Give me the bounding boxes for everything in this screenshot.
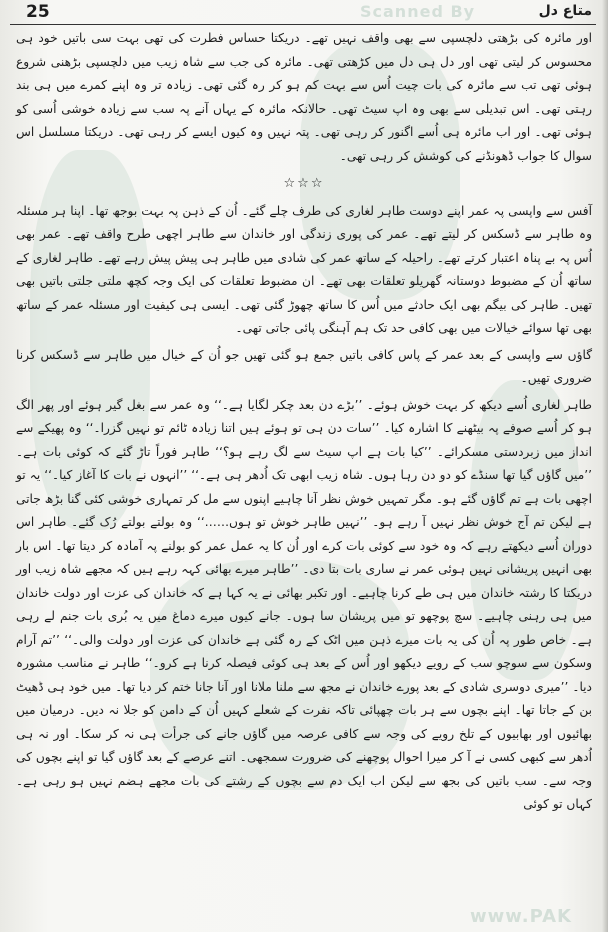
watermark-footer-text: www.PAK bbox=[470, 906, 572, 927]
page-content bbox=[16, 27, 592, 932]
page-edge-shadow bbox=[602, 0, 608, 932]
paragraph-1: اور مائرہ کی بڑھتی دلچسپی سے بھی واقف نہیں تھے۔ دریکتا حساس فطرت کی تھی بہت سی باتیں خود ہی محسوس کر لیتی تھی اور دل ہی دل میں کڑھتی تھی۔ مائرہ کی جب سے شاہ زیب میں دلچسپی بڑھنی شروع ہوئی تھی تب سے مائرہ کی بات چیت اُس سے بہت کم ہو کر رہ گئی تھی۔ زیادہ تر وہ اپنے کمرے میں ہی بند رہتی تھی۔ اس تبدیلی سے بھی وہ اپ سیٹ تھی۔ حالانکہ مائرہ کے یہاں آنے پہ سب سے زیادہ خوشی اُسی کو ہوئی تھی۔ اور اب مائرہ ہی اُسے اگنور کر رہی تھی۔ پتہ نہیں وہ کیوں ایسے کر رہی تھی۔ دریکتا مسلسل اس سوال کا جواب ڈھونڈنے کی کوشش کر رہی تھی۔ bbox=[16, 31, 592, 163]
page-number: 25 bbox=[26, 2, 50, 22]
header-divider bbox=[10, 24, 596, 25]
book-title: متاع دل bbox=[538, 3, 592, 19]
page-header bbox=[18, 2, 594, 24]
paragraph-4: طاہر لغاری اُسے دیکھ کر بہت خوش ہوئے۔ ’’بڑے دن بعد چکر لگایا ہے۔‘‘ وہ عمر سے بغل گیر ہوئے اور پھر الگ ہو کر اُسے صوفے پہ بیٹھنے کا اشارہ کیا۔ ’’سات دن ہی تو ہوئے ہیں اتنا زیادہ ٹائم تو نہیں گزرا۔‘‘ وہ پھیکے سے انداز میں زبردستی مسکرائے۔ ’’کیا بات ہے اپ سیٹ سے لگ رہے ہو؟‘‘ طاہر فوراً تاڑ گئے کہ کوئی بات ہے۔ ’’میں گاؤں گیا تھا سنڈے کو دو دن رہا ہوں۔ شاہ زیب ابھی تک اُدھر ہی ہے۔‘‘ ’’انہوں نے بات کا آغاز کیا۔‘‘ یہ تو اچھی بات ہے تم گاؤں گئے ہو۔ مگر تمہیں خوش نظر آنا چاہیے اپنوں سے مل کر تمہاری خوشی کئی گنا بڑھ جاتی ہے لیکن تم آج خوش نظر نہیں آ رہے ہو۔ ’’نہیں طاہر خوش تو ہوں……‘‘ وہ بولتے بولتے رُک گئے۔ طاہر اس دوران اُسے دیکھتے رہے کہ وہ خود سے کوئی بات کرے اور اُن کا یہ عمل عمر کو بولنے پہ آمادہ کر دیتا تھا۔ اس بار بھی انہیں پریشانی نہیں ہوئی عمر نے ساری بات بتا دی۔ ’’طاہر میرے بھائی کہہ رہے ہیں کہ مجھے شاہ زیب اور دریکتا کا رشتہ خاندان میں ہی طے کرنا چاہیے۔ اور تکبر بھائی نے یہ کہا ہے کہ خاندان کی عزت اور دولت خاندان میں ہی رہنی چاہیے۔ سچ پوچھو تو میں پریشان سا ہوں۔ جانے کیوں میرے دماغ میں یہ بُری بات جنم لے رہی ہے۔ خاص طور پہ اُن کی یہ بات میرے ذہن میں اٹک کے رہ گئی ہے خاندان کی عزت اور دولت والی۔‘‘ ’’تم آرام وسکون سے سوچو سب کے رویے دیکھو اور اُس کے بعد ہی کوئی فیصلہ کرنا ہے کرو۔‘‘ طاہر نے مناسب مشورہ دیا۔ ’’میری دوسری شادی کے بعد پورے خاندان نے مجھ سے ملنا ملانا اور آنا جانا ختم کر دیا تھا۔ میں خود ہی ڈھیٹ بن کے جاتا تھا۔ اپنے بچوں سے ہر بات چھپائی تاکہ نفرت کے شعلے کہیں اُن کے دامن کو جلا نہ دیں۔ درمیان میں بھائیوں اور بھابیوں کے تلخ رویے کی وجہ سے کافی عرصہ میں گاؤں جانے کی جرأت ہی نہ کر سکا۔ اور نہ ہی اُدھر سے کبھی کسی نے آ کر میرا احوال پوچھنے کی ضرورت سمجھی۔ اتنے عرصے کے بعد گاؤں گیا تو اپنے بچوں کی وجہ سے۔ سب باتیں کی بجھ سے لیکن اب ایک دم سے بچوں کے رشتے کی بات مجھے ہضم نہیں ہو رہی ہے۔ کہاں تو کوئی bbox=[16, 397, 592, 811]
watermark-scanned-text: Scanned By bbox=[360, 2, 476, 21]
section-divider-stars: ☆☆☆ bbox=[283, 176, 325, 191]
paragraph-2: آفس سے واپسی پہ عمر اپنے دوست طاہر لغاری کی طرف چلے گئے۔ اُن کے ذہن پہ بہت بوجھ تھا۔ اپنا ہر مسئلہ وہ طاہر سے ڈسکس کر لیتے تھے۔ عمر کی پوری زندگی اور خاندان سے طاہر اچھی طرح واقف تھے۔ عمر بھی اُس پہ بے پناہ اعتبار کرتے تھے۔ راحیلہ کے ساتھ عمر کی شادی میں طاہر ہی پیش پیش رہے تھے۔ طاہر لغاری کے ساتھ اُن کے مضبوط دوستانہ گھریلو تعلقات بھی تھے۔ ان مضبوط تعلقات کی ایک وجہ کچھ ملتی جلتی باتیں بھی تھیں۔ طاہر کی بیگم بھی ایک حادثے میں اُس کا ساتھ چھوڑ گئی تھی۔ ایسی ہی کیفیت اور مسئلہ عمر کے ساتھ بھی تھا سوائے خیالات میں بھی کافی حد تک ہم آہنگی پائی جاتی تھی۔ bbox=[16, 203, 592, 335]
paragraph-3: گاؤں سے واپسی کے بعد عمر کے پاس کافی باتیں جمع ہو گئی تھیں جو اُن کے خیال میں طاہر سے ڈسکس کرنا ضروری تھیں۔ bbox=[16, 347, 592, 385]
